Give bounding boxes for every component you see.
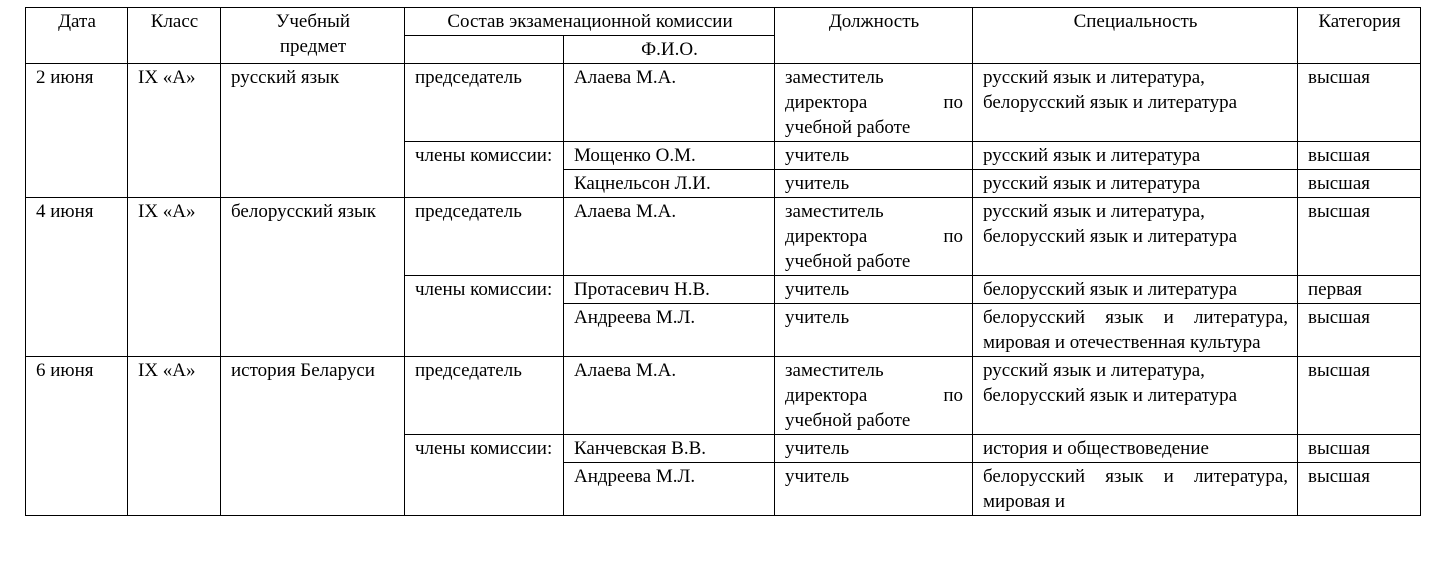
exam-class: IX «А»	[128, 64, 221, 198]
member-name: Андреева М.Л.	[564, 463, 775, 516]
header-commission: Состав экзаменационной комиссии	[405, 8, 775, 36]
header-role-empty	[405, 36, 564, 64]
exam-commission-table	[25, 7, 1421, 516]
member-specialty: история и обществоведение	[973, 435, 1298, 463]
header-category: Категория	[1298, 8, 1421, 64]
member-category: высшая	[1298, 64, 1421, 142]
table-row	[26, 357, 1421, 435]
header-subject	[221, 8, 405, 64]
member-name: Мощенко О.М.	[564, 142, 775, 170]
member-specialty: русский язык и литература, белорусский язык и литература	[973, 64, 1298, 142]
members-role: члены комиссии:	[405, 435, 564, 516]
table-row	[26, 64, 1421, 142]
header-fio: Ф.И.О.	[564, 36, 775, 64]
member-position: учитель	[775, 304, 973, 357]
exam-subject: русский язык	[221, 64, 405, 198]
member-name: Протасевич Н.В.	[564, 276, 775, 304]
member-name: Алаева М.А.	[564, 64, 775, 142]
member-position: учитель	[775, 276, 973, 304]
member-specialty: русский язык и литература	[973, 170, 1298, 198]
member-specialty: русский язык и литература, белорусский язык и литература	[973, 198, 1298, 276]
member-name: Кацнельсон Л.И.	[564, 170, 775, 198]
header-subject-line1: Учебный	[275, 11, 351, 32]
header-position: Должность	[775, 8, 973, 64]
exam-subject: история Беларуси	[221, 357, 405, 516]
header-subject-line2: предмет	[279, 36, 347, 57]
member-name: Алаева М.А.	[564, 198, 775, 276]
chair-role: председатель	[405, 357, 564, 435]
member-specialty: русский язык и литература, белорусский язык и литература	[973, 357, 1298, 435]
table-row	[26, 198, 1421, 276]
member-name: Андреева М.Л.	[564, 304, 775, 357]
member-category: высшая	[1298, 357, 1421, 435]
member-position: учитель	[775, 435, 973, 463]
member-specialty: русский язык и литература	[973, 142, 1298, 170]
exam-date: 2 июня	[26, 64, 128, 198]
member-position: заместитель директора по учебной работе	[775, 357, 973, 435]
members-role: члены комиссии:	[405, 276, 564, 357]
exam-date: 4 июня	[26, 198, 128, 357]
member-category: высшая	[1298, 198, 1421, 276]
member-category: высшая	[1298, 435, 1421, 463]
exam-class: IX «А»	[128, 198, 221, 357]
member-category: высшая	[1298, 170, 1421, 198]
member-category: первая	[1298, 276, 1421, 304]
chair-role: председатель	[405, 64, 564, 142]
member-specialty: белорусский язык и литература, мировая и	[973, 463, 1298, 516]
members-role: члены комиссии:	[405, 142, 564, 198]
member-specialty: белорусский язык и литература	[973, 276, 1298, 304]
member-position: заместитель директора по учебной работе	[775, 198, 973, 276]
member-position: учитель	[775, 170, 973, 198]
member-name: Алаева М.А.	[564, 357, 775, 435]
member-category: высшая	[1298, 463, 1421, 516]
member-position: учитель	[775, 463, 973, 516]
chair-role: председатель	[405, 198, 564, 276]
member-position: учитель	[775, 142, 973, 170]
header-specialty: Специальность	[973, 8, 1298, 64]
member-category: высшая	[1298, 304, 1421, 357]
header-class: Класс	[128, 8, 221, 64]
exam-subject: белорусский язык	[221, 198, 405, 357]
header-date: Дата	[26, 8, 128, 64]
exam-class: IX «А»	[128, 357, 221, 516]
member-position: заместитель директора по учебной работе	[775, 64, 973, 142]
member-specialty: белорусский язык и литература, мировая и отечественная культура	[973, 304, 1298, 357]
exam-date: 6 июня	[26, 357, 128, 516]
header-row	[26, 8, 1421, 36]
member-category: высшая	[1298, 142, 1421, 170]
member-name: Канчевская В.В.	[564, 435, 775, 463]
